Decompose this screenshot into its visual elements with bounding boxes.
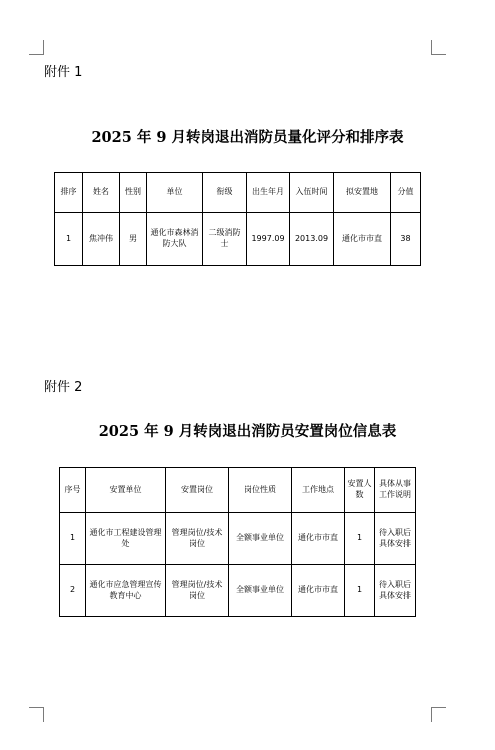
crop-mark-top-left [29, 40, 44, 55]
attachment-1-title: 2025 年 9 月转岗退出消防员量化评分和排序表 [91, 129, 404, 146]
header-cell: 排序 [55, 173, 83, 213]
crop-mark-bottom-left [29, 707, 44, 722]
scoring-ranking-table [54, 172, 421, 266]
attachment-2-label: 附件 2 [44, 380, 83, 395]
attachment-1-label: 附件 1 [44, 65, 83, 80]
cell-rank: 1 [55, 213, 83, 266]
cell-description: 待入职后具体安排 [375, 565, 416, 617]
cell-gender: 男 [120, 213, 147, 266]
cell-count: 1 [345, 565, 375, 617]
header-cell: 出生年月 [247, 173, 290, 213]
cell-score: 38 [391, 213, 421, 266]
cell-location: 通化市市直 [292, 513, 345, 565]
header-cell: 姓名 [83, 173, 120, 213]
cell-nature: 全额事业单位 [229, 513, 292, 565]
header-cell: 安置人数 [345, 468, 375, 513]
header-cell: 分值 [391, 173, 421, 213]
attachment-2-title: 2025 年 9 月转岗退出消防员安置岗位信息表 [98, 423, 397, 440]
cell-birth: 1997.09 [247, 213, 290, 266]
cell-index: 2 [60, 565, 86, 617]
header-cell: 衔级 [203, 173, 247, 213]
cell-position: 管理岗位/技术岗位 [166, 565, 229, 617]
cell-enlist: 2013.09 [290, 213, 334, 266]
header-cell: 具体从事工作说明 [375, 468, 416, 513]
header-cell: 岗位性质 [229, 468, 292, 513]
table-row [55, 213, 421, 266]
crop-mark-top-right [431, 40, 446, 55]
cell-unit: 通化市应急管理宣传教育中心 [86, 565, 166, 617]
header-cell: 安置岗位 [166, 468, 229, 513]
cell-name: 焦冲伟 [83, 213, 120, 266]
table-row [60, 565, 416, 617]
table-row [60, 513, 416, 565]
header-cell: 安置单位 [86, 468, 166, 513]
cell-position: 管理岗位/技术岗位 [166, 513, 229, 565]
cell-nature: 全额事业单位 [229, 565, 292, 617]
crop-mark-bottom-right [431, 707, 446, 722]
cell-rank-grade: 二级消防士 [203, 213, 247, 266]
cell-location: 通化市市直 [292, 565, 345, 617]
header-cell: 序号 [60, 468, 86, 513]
cell-count: 1 [345, 513, 375, 565]
header-cell: 性别 [120, 173, 147, 213]
table-header-row [55, 173, 421, 213]
cell-placement: 通化市市直 [334, 213, 391, 266]
header-cell: 拟安置地 [334, 173, 391, 213]
placement-positions-table [59, 467, 416, 617]
header-cell: 工作地点 [292, 468, 345, 513]
header-cell: 单位 [147, 173, 203, 213]
header-cell: 入伍时间 [290, 173, 334, 213]
cell-description: 待入职后具体安排 [375, 513, 416, 565]
cell-index: 1 [60, 513, 86, 565]
cell-unit: 通化市森林消防大队 [147, 213, 203, 266]
cell-unit: 通化市工程建设管理处 [86, 513, 166, 565]
table-header-row [60, 468, 416, 513]
